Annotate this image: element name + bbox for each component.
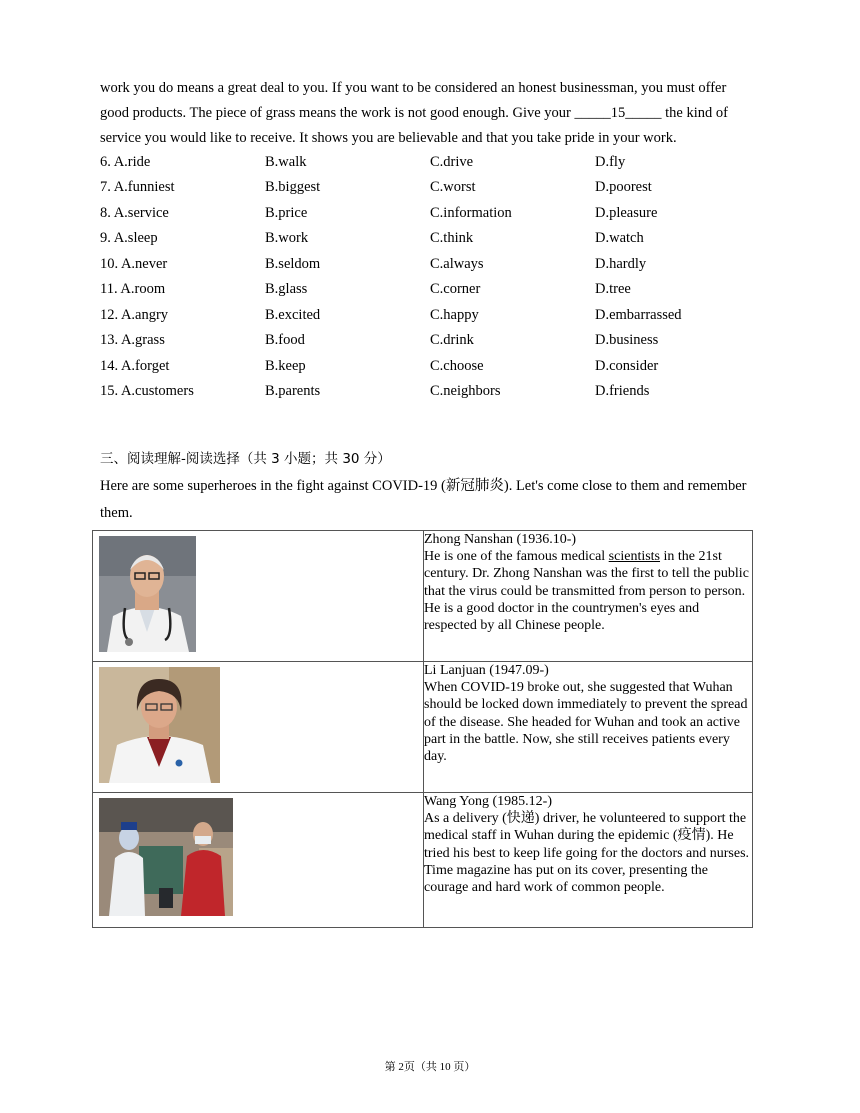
hero-name: Wang Yong (1985.12-) xyxy=(424,794,552,809)
option-b: B.glass xyxy=(265,281,308,297)
hero-text-cell xyxy=(424,531,753,662)
table-row xyxy=(93,662,753,793)
option-d: D.poorest xyxy=(595,179,652,195)
option-c: C.worst xyxy=(430,179,476,195)
option-b: B.work xyxy=(265,230,309,246)
question-row xyxy=(100,358,760,383)
question-row xyxy=(100,205,760,230)
option-b: B.parents xyxy=(265,383,321,399)
option-c: C.neighbors xyxy=(430,383,501,399)
option-a: 7. A.funniest xyxy=(100,179,175,195)
section-heading: 三、阅读理解-阅读选择（共 3 小题；共 30 分） xyxy=(100,451,391,467)
option-b: B.price xyxy=(265,205,308,221)
option-b: B.walk xyxy=(265,154,307,170)
option-d: D.tree xyxy=(595,281,631,297)
hero-description: He is one of the famous medical scientists in the 21st century. Dr. Zhong Nanshan was the first to tell the public that the virus could be transmitted from person to person. He is a good doctor in the countrymen's eyes and respected by all Chinese people. xyxy=(424,549,749,634)
question-row xyxy=(100,179,760,204)
option-d: D.watch xyxy=(595,230,644,246)
option-d: D.friends xyxy=(595,383,650,399)
option-a: 15. A.customers xyxy=(100,383,194,399)
option-c: C.information xyxy=(430,205,512,221)
hero-name: Li Lanjuan (1947.09-) xyxy=(424,663,549,678)
question-row xyxy=(100,281,760,306)
option-a: 12. A.angry xyxy=(100,307,169,323)
hero-text-cell xyxy=(424,793,753,928)
option-d: D.fly xyxy=(595,154,626,170)
option-b: B.keep xyxy=(265,358,306,374)
option-b: B.biggest xyxy=(265,179,321,195)
hero-description: When COVID-19 broke out, she suggested that Wuhan should be locked down immediately to prevent the spread of the disease. She headed for Wuhan and took an active part in the battle. Now, she still receives patients every day. xyxy=(424,680,748,765)
photo-cell xyxy=(93,662,424,793)
option-c: C.drive xyxy=(430,154,474,170)
underlined-word: scientists xyxy=(608,549,661,565)
table-row xyxy=(93,531,753,662)
heroes-table xyxy=(92,530,753,928)
option-a: 13. A.grass xyxy=(100,332,165,348)
option-d: D.pleasure xyxy=(595,205,658,221)
hero-text-cell xyxy=(424,662,753,793)
option-c: C.think xyxy=(430,230,474,246)
option-a: 14. A.forget xyxy=(100,358,170,374)
passage-line-1: work you do means a great deal to you. If you want to be considered an honest businessman, you must offer xyxy=(100,80,727,96)
zhong-nanshan-photo xyxy=(99,536,196,652)
option-c: C.drink xyxy=(430,332,474,348)
table-row xyxy=(93,793,753,928)
question-row xyxy=(100,307,760,332)
photo-cell xyxy=(93,793,424,928)
option-d: D.embarrassed xyxy=(595,307,682,323)
question-row xyxy=(100,230,760,255)
hero-name: Zhong Nanshan (1936.10-) xyxy=(424,532,577,547)
option-c: C.choose xyxy=(430,358,484,374)
option-d: D.hardly xyxy=(595,256,647,272)
passage-line-3: service you would like to receive. It shows you are believable and that you take pride in your work. xyxy=(100,130,677,146)
option-b: B.food xyxy=(265,332,305,348)
option-b: B.excited xyxy=(265,307,321,323)
photo-cell xyxy=(93,531,424,662)
option-c: C.always xyxy=(430,256,484,272)
option-b: B.seldom xyxy=(265,256,321,272)
intro-line-2: them. xyxy=(100,505,133,521)
wang-yong-photo xyxy=(99,798,233,916)
li-lanjuan-photo xyxy=(99,667,220,783)
intro-line-1: Here are some superheroes in the fight against COVID-19 (新冠肺炎). Let's come close to them and remember xyxy=(100,478,747,494)
question-row xyxy=(100,256,760,281)
hero-description: As a delivery (快递) driver, he volunteered to support the medical staff in Wuhan during the epidemic (疫情). He tried his best to keep life going for the doctors and nurses. Time magazine has put on its cover, presenting the courage and hard work of common people. xyxy=(424,811,750,896)
page-number-footer: 第 2页（共 10 页） xyxy=(384,1061,476,1073)
option-d: D.business xyxy=(595,332,659,348)
question-row xyxy=(100,383,760,408)
option-a: 10. A.never xyxy=(100,256,168,272)
question-row xyxy=(100,154,760,179)
option-c: C.corner xyxy=(430,281,481,297)
option-a: 9. A.sleep xyxy=(100,230,158,246)
option-a: 6. A.ride xyxy=(100,154,151,170)
option-a: 11. A.room xyxy=(100,281,166,297)
option-a: 8. A.service xyxy=(100,205,169,221)
passage-line-2: good products. The piece of grass means the work is not good enough. Give your _____15_____ the kind of xyxy=(100,105,728,121)
option-c: C.happy xyxy=(430,307,479,323)
option-d: D.consider xyxy=(595,358,659,374)
question-row xyxy=(100,332,760,357)
